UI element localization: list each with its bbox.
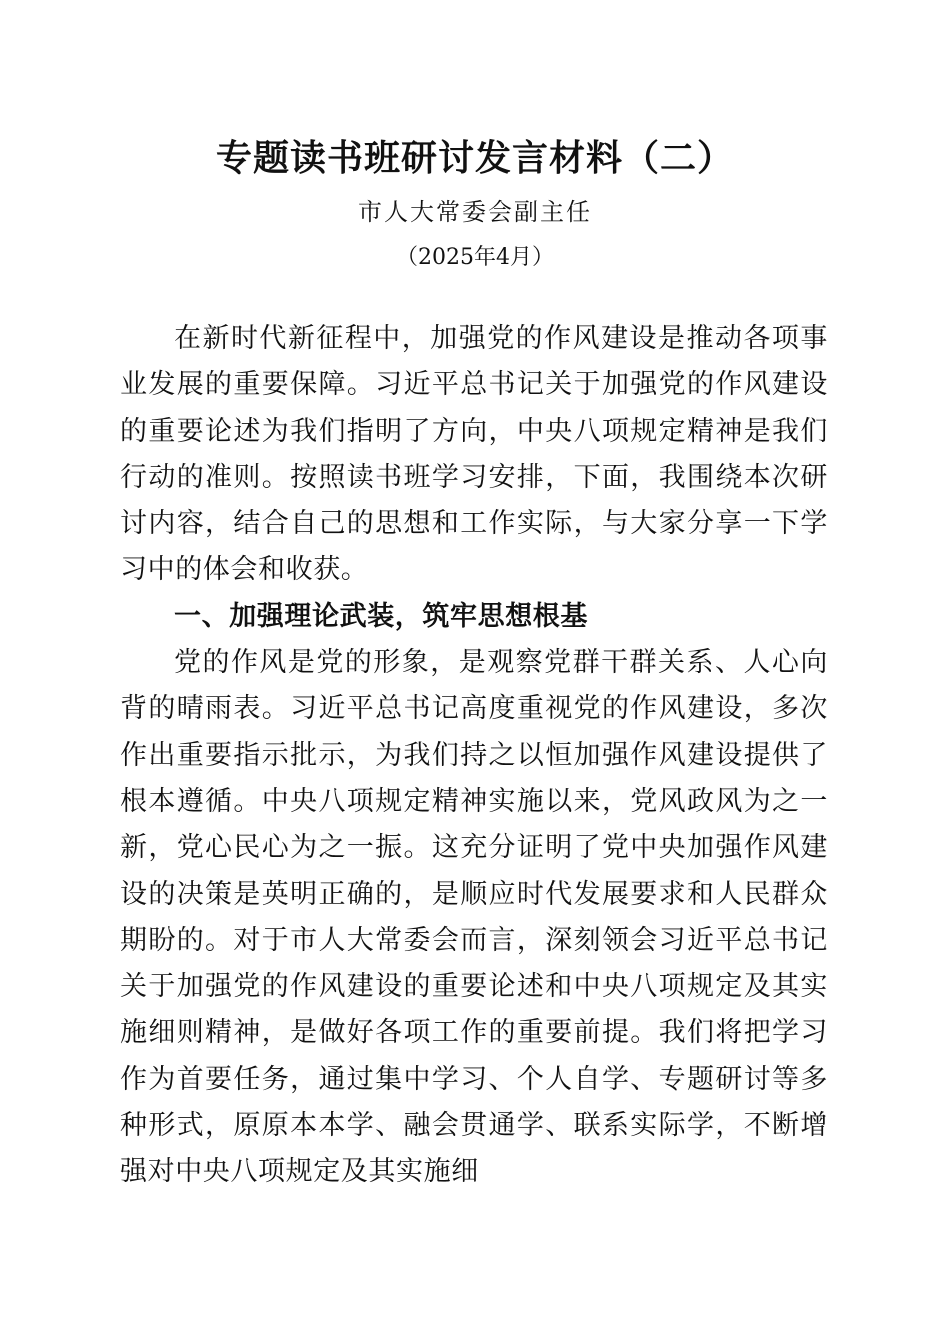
document-body bbox=[120, 316, 828, 1196]
document-date: （2025年4月） bbox=[396, 245, 554, 270]
intro-paragraph: 在新时代新征程中，加强党的作风建设是推动各项事业发展的重要保障。习近平总书记关于加强党的作风建设的重要论述为我们指明了方向，中央八项规定精神是我们行动的准则。按照读书班学习安排，下面，我围绕本次研讨内容，结合自己的思想和工作实际，与大家分享一下学习中的体会和收获。 bbox=[120, 323, 828, 586]
speaker-position: 市人大常委会副主任 bbox=[358, 198, 592, 226]
section-heading-1: 一、加强理论武装，筑牢思想根基 bbox=[174, 600, 588, 632]
document-title: 专题读书班研讨发言材料（二） bbox=[215, 137, 734, 179]
section-1-paragraph: 党的作风是党的形象，是观察党群干群关系、人心向背的晴雨表。习近平总书记高度重视党的作风建设，多次作出重要指示批示，为我们持之以恒加强作风建设提供了根本遵循。中央八项规定精神实施以来，党风政风为之一新，党心民心为之一振。这充分证明了党中央加强作风建设的决策是英明正确的，是顺应时代发展要求和人民群众期盼的。对于市人大常委会而言，深刻领会习近平总书记关于加强党的作风建设的重要论述和中央八项规定及其实施细则精神，是做好各项工作的重要前提。我们将把学习作为首要任务，通过集中学习、个人自学、专题研讨等多种形式，原原本本学、融会贯通学、联系实际学，不断增强对中央八项规定及其实施细 bbox=[120, 647, 828, 1188]
